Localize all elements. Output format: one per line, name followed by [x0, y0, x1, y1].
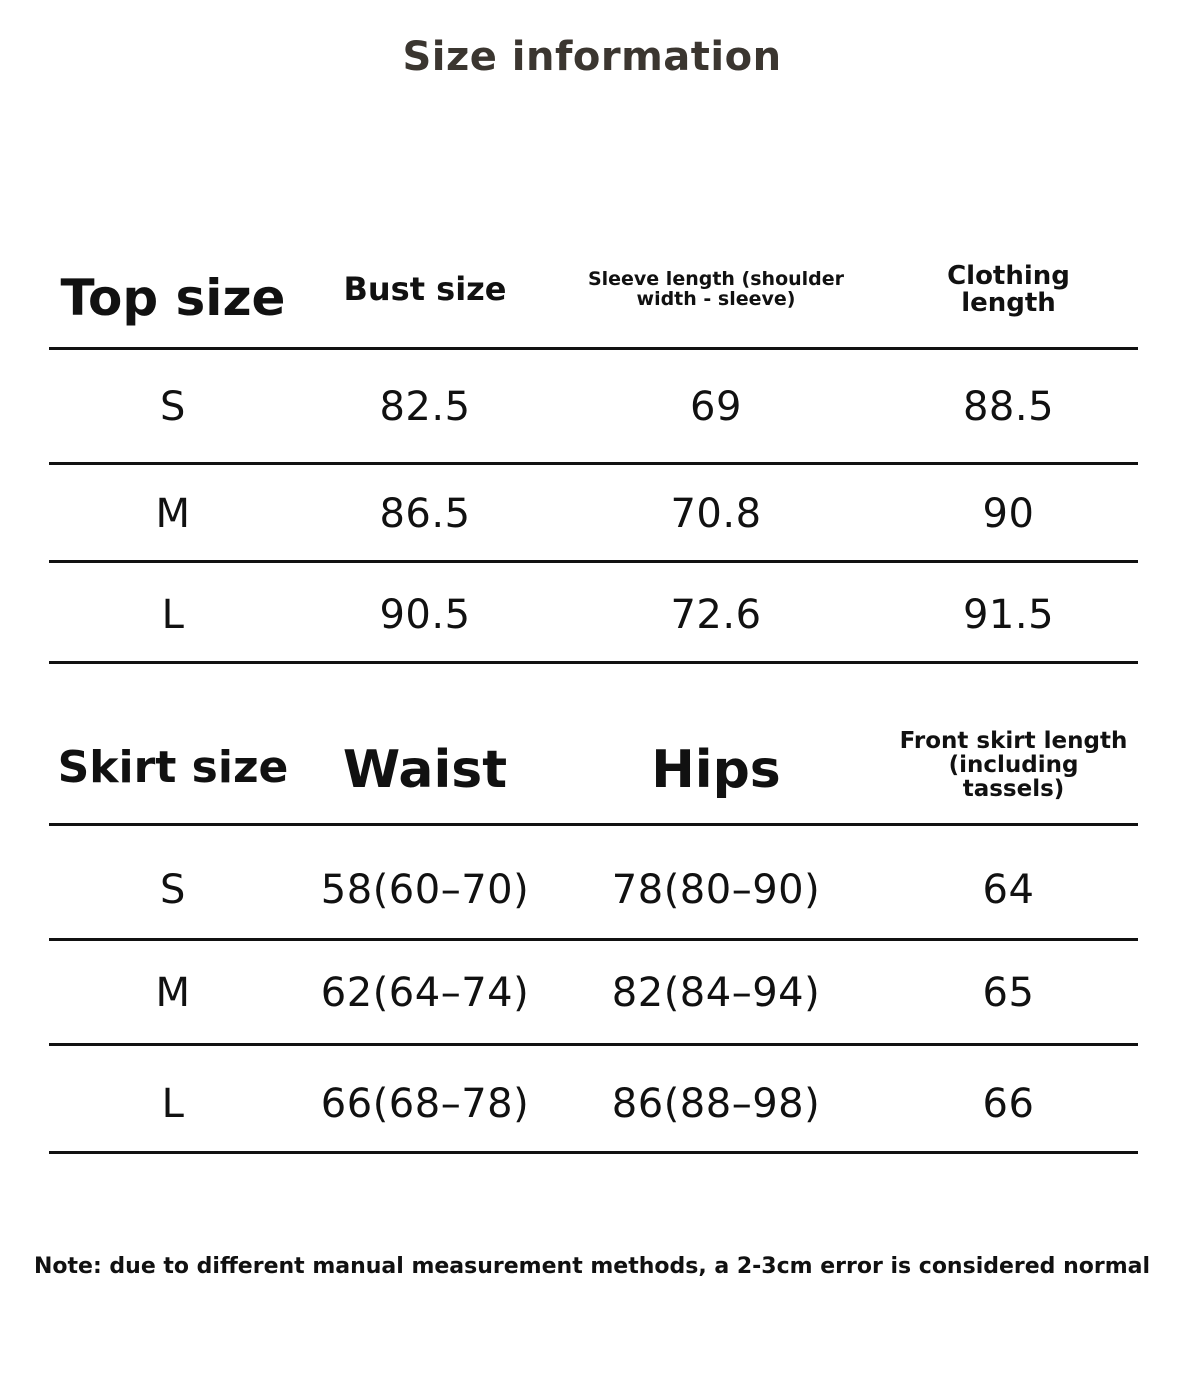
clothing-length-header: Clothing length	[947, 260, 1070, 318]
top-table-rule-bottom	[49, 661, 1138, 664]
front-skirt-length-header: Front skirt length (including tassels)	[899, 727, 1128, 803]
measurement-note: Note: due to different manual measurement methods, a 2-3cm error is considered normal	[33, 1254, 1151, 1279]
front-skirt-length-value: 65	[982, 970, 1035, 1016]
waist-value: 62(64–74)	[320, 970, 530, 1016]
page-title: Size information	[402, 34, 782, 80]
waist-header: Waist	[342, 739, 508, 800]
waist-value: 58(60–70)	[320, 867, 530, 913]
skirt-size-table	[49, 727, 1138, 1127]
hips-header: Hips	[651, 739, 781, 800]
sleeve-value: 72.6	[670, 592, 762, 638]
skirt-table-rule-bottom	[49, 1151, 1138, 1154]
hips-value: 82(84–94)	[611, 970, 821, 1016]
table-row	[49, 563, 1138, 663]
top-size-table	[49, 250, 1138, 638]
sleeve-value: 70.8	[670, 491, 762, 537]
bust-value: 86.5	[379, 491, 471, 537]
hips-value: 78(80–90)	[611, 867, 821, 913]
table-row	[49, 465, 1138, 563]
size-label: M	[155, 970, 191, 1016]
table-row	[49, 941, 1138, 1045]
size-label: S	[160, 867, 186, 913]
table-row	[49, 1046, 1138, 1152]
clothing-length-value: 90	[982, 491, 1035, 537]
table-row	[49, 350, 1138, 464]
waist-value: 66(68–78)	[320, 1081, 530, 1127]
size-label: L	[161, 1081, 185, 1127]
bust-size-header: Bust size	[343, 270, 507, 309]
skirt-table-header	[49, 728, 1138, 822]
bust-value: 90.5	[379, 592, 471, 638]
sleeve-length-header: Sleeve length (shoulder width - sleeve)	[587, 268, 845, 310]
front-skirt-length-value: 64	[982, 867, 1035, 913]
size-label: S	[160, 384, 186, 430]
size-label: L	[161, 592, 185, 638]
clothing-length-value: 91.5	[962, 592, 1055, 638]
skirt-size-header: Skirt size	[57, 741, 289, 793]
hips-value: 86(88–98)	[611, 1081, 821, 1127]
bust-value: 82.5	[379, 384, 471, 430]
clothing-length-value: 88.5	[962, 384, 1055, 430]
sleeve-value: 69	[690, 384, 742, 430]
top-size-header: Top size	[60, 268, 286, 327]
table-row	[49, 826, 1138, 938]
top-table-header	[49, 250, 1138, 346]
front-skirt-length-value: 66	[982, 1081, 1035, 1127]
size-label: M	[155, 491, 191, 537]
